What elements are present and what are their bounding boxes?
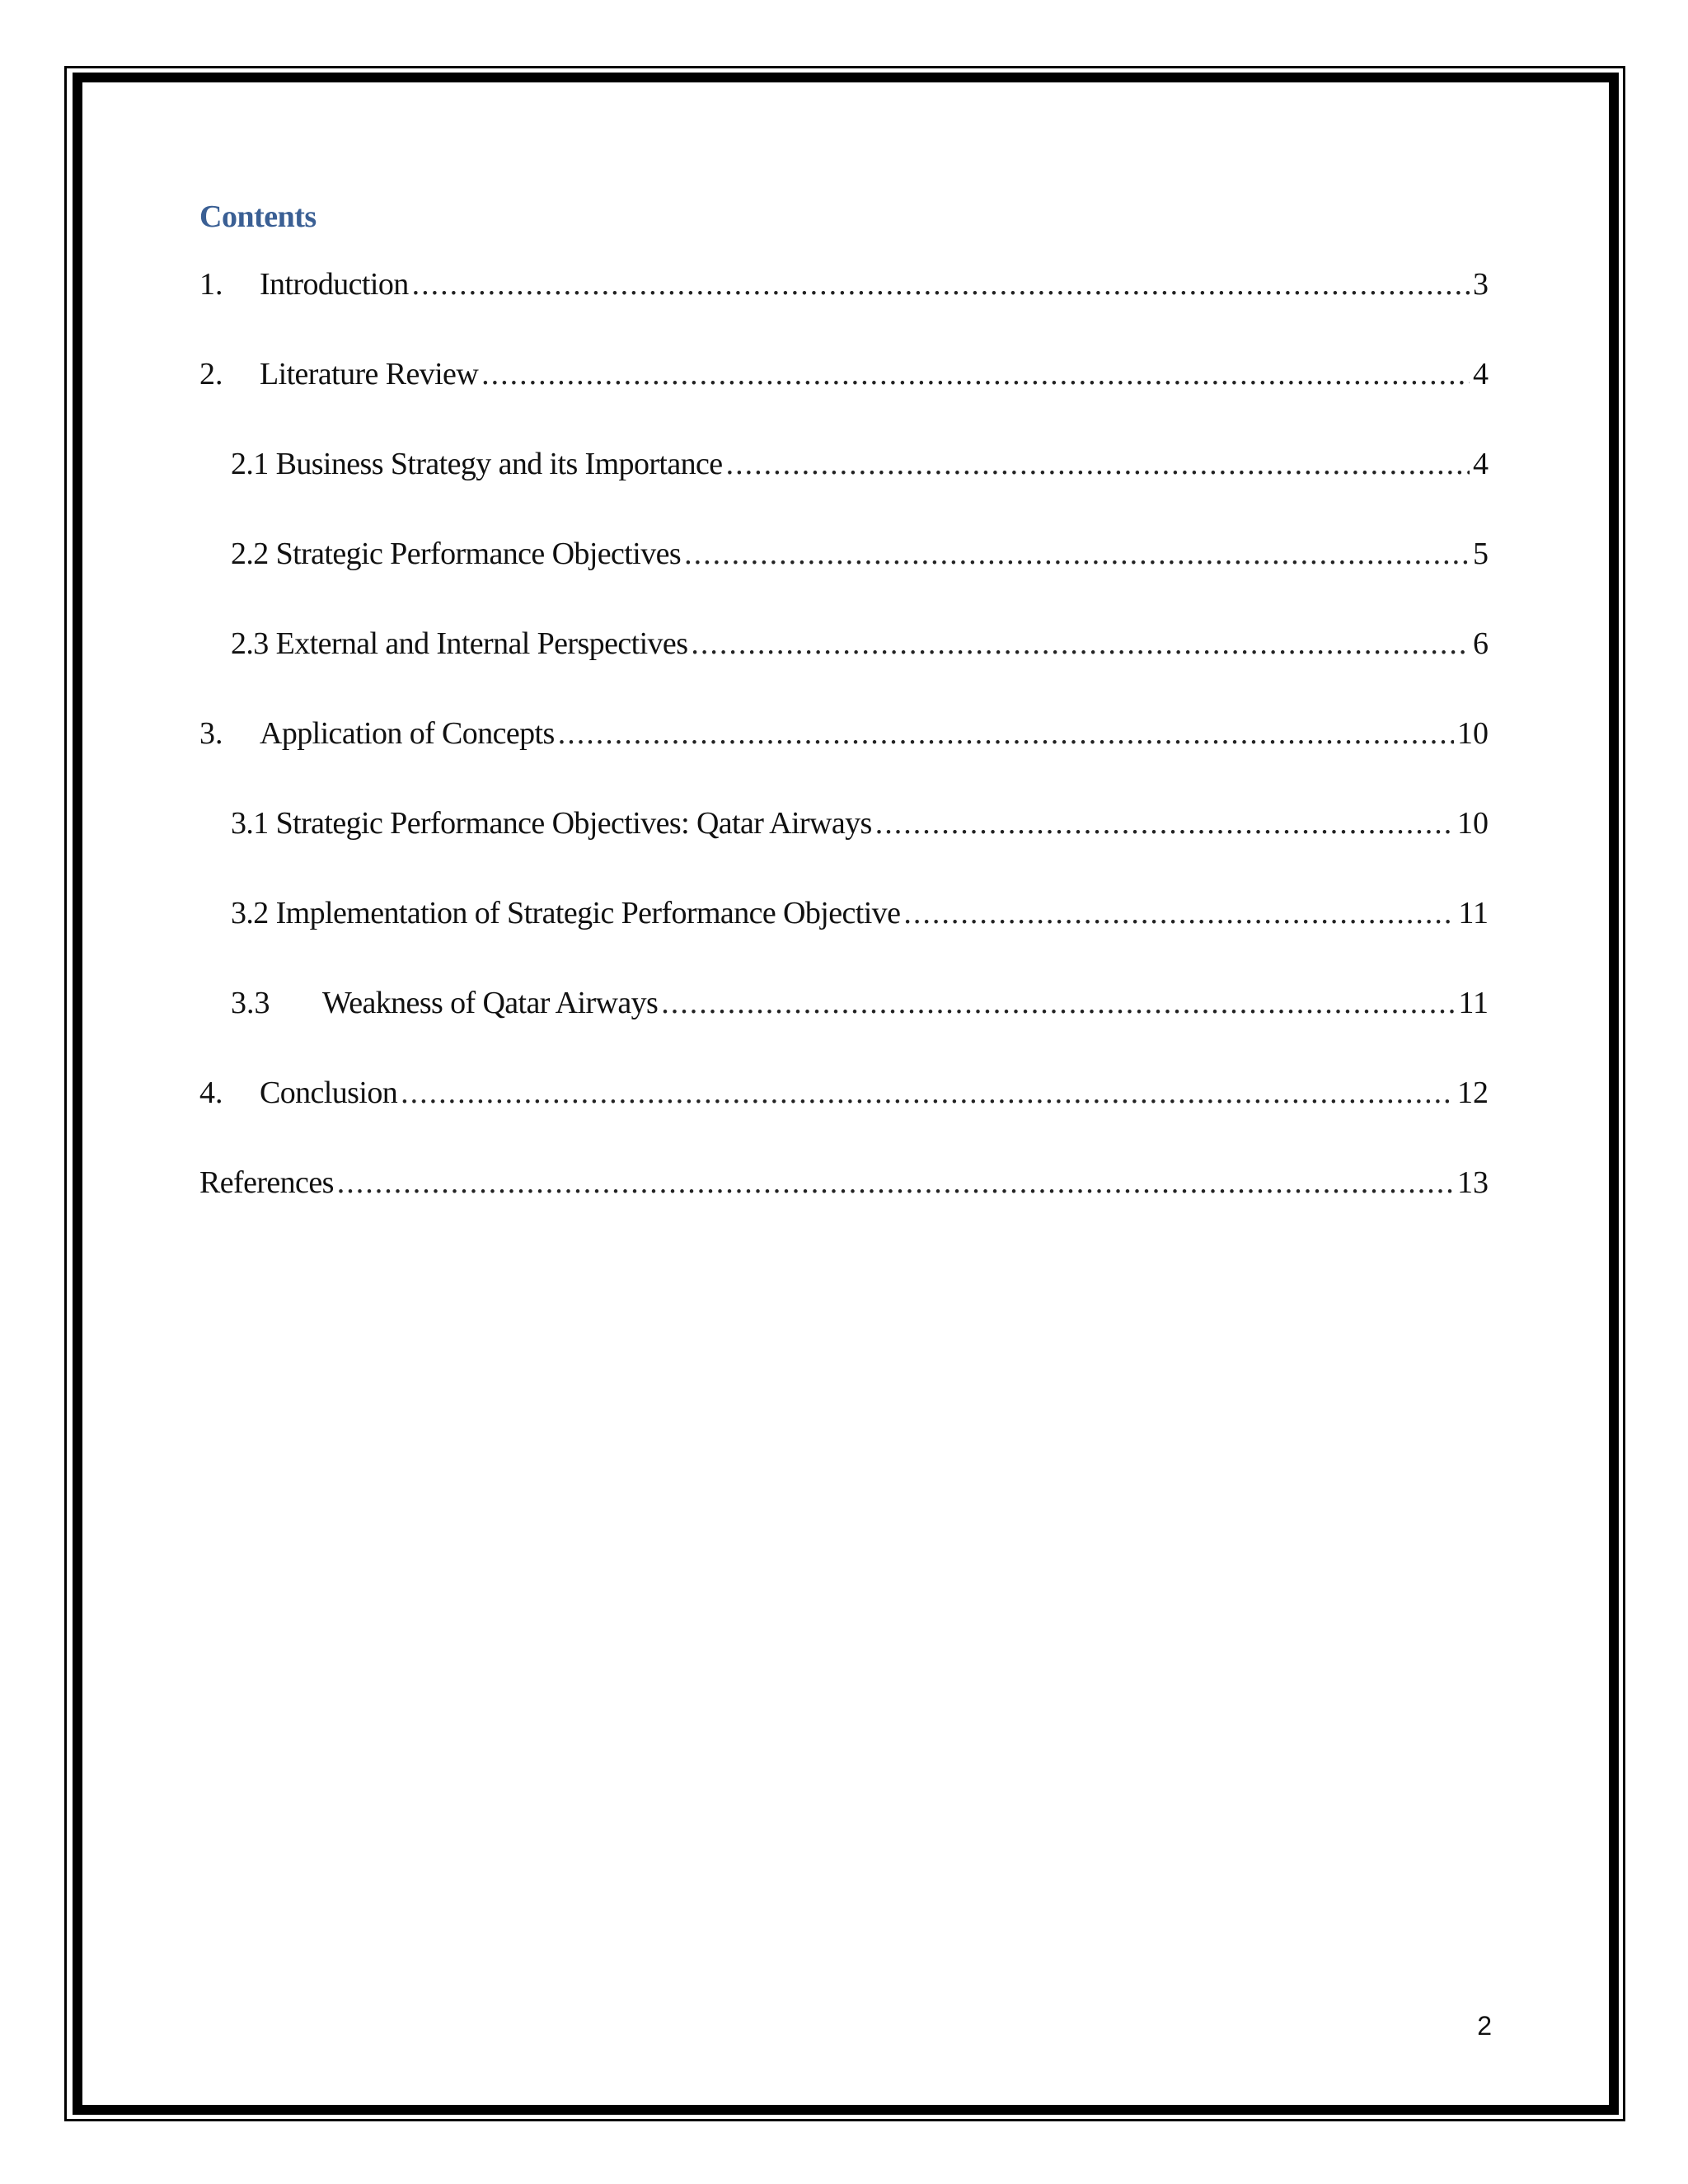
toc-entry-business-strategy[interactable] [199,448,1489,538]
toc-entry-number: 2. [199,357,223,391]
toc-entry-page: 5 [1473,537,1489,571]
toc-entry-page: 4 [1473,357,1489,391]
toc-entry-strategic-performance-objectives[interactable] [199,538,1489,628]
toc-entry-page: 13 [1457,1165,1489,1200]
toc-entry-page: 4 [1473,447,1489,481]
toc-entry-title: References [199,1165,334,1200]
toc-entry-number: 4. [199,1076,223,1110]
dot-leader [875,808,1454,839]
toc-heading: Contents [199,199,316,234]
toc-entry-number: 1. [199,267,223,302]
dot-leader [661,987,1455,1019]
toc-entry-conclusion[interactable] [199,1077,1489,1167]
toc-entry-title: 3.2 Implementation of Strategic Performance Objective [231,896,901,930]
toc-entry-title: Conclusion [260,1076,398,1110]
dot-leader [412,269,1470,300]
toc-entry-title: 2.3 External and Internal Perspectives [231,626,688,661]
toc-entry-title: 2.1 Business Strategy and its Importance [231,447,723,481]
dot-leader [401,1077,1454,1108]
dot-leader [481,359,1470,390]
dot-leader [558,718,1454,749]
toc-entry-page: 11 [1458,896,1489,930]
toc-entry-page: 10 [1457,716,1489,751]
toc-entry-weakness[interactable] [199,987,1489,1077]
dot-leader [726,448,1470,480]
toc-entry-page: 11 [1458,986,1489,1020]
toc-entry-title: Weakness of Qatar Airways [322,986,659,1020]
dot-leader [684,538,1470,569]
toc-entry-application-of-concepts[interactable] [199,718,1489,808]
toc-entry-external-internal-perspectives[interactable] [199,628,1489,718]
dot-leader [903,898,1455,929]
table-of-contents [199,194,1489,1257]
toc-entry-title: Introduction [260,267,409,302]
toc-entry-page: 10 [1457,806,1489,841]
toc-entry-references[interactable] [199,1167,1489,1257]
toc-entry-number: 3.3 [231,986,270,1020]
dot-leader [691,628,1470,659]
toc-entry-literature-review[interactable] [199,359,1489,448]
toc-entry-page: 6 [1473,626,1489,661]
toc-entry-implementation[interactable] [199,898,1489,987]
toc-entry-title: 3.1 Strategic Performance Objectives: Qatar Airways [231,806,872,841]
toc-entry-title: Literature Review [260,357,479,391]
toc-entry-qatar-airways-objectives[interactable] [199,808,1489,898]
toc-entry-page: 12 [1457,1076,1489,1110]
dot-leader [337,1167,1454,1198]
toc-entry-introduction[interactable] [199,269,1489,359]
toc-entry-title: 2.2 Strategic Performance Objectives [231,537,682,571]
toc-entry-page: 3 [1473,267,1489,302]
toc-entry-title: Application of Concepts [260,716,555,751]
page-number: 2 [1477,2011,1492,2041]
toc-entry-number: 3. [199,716,223,751]
